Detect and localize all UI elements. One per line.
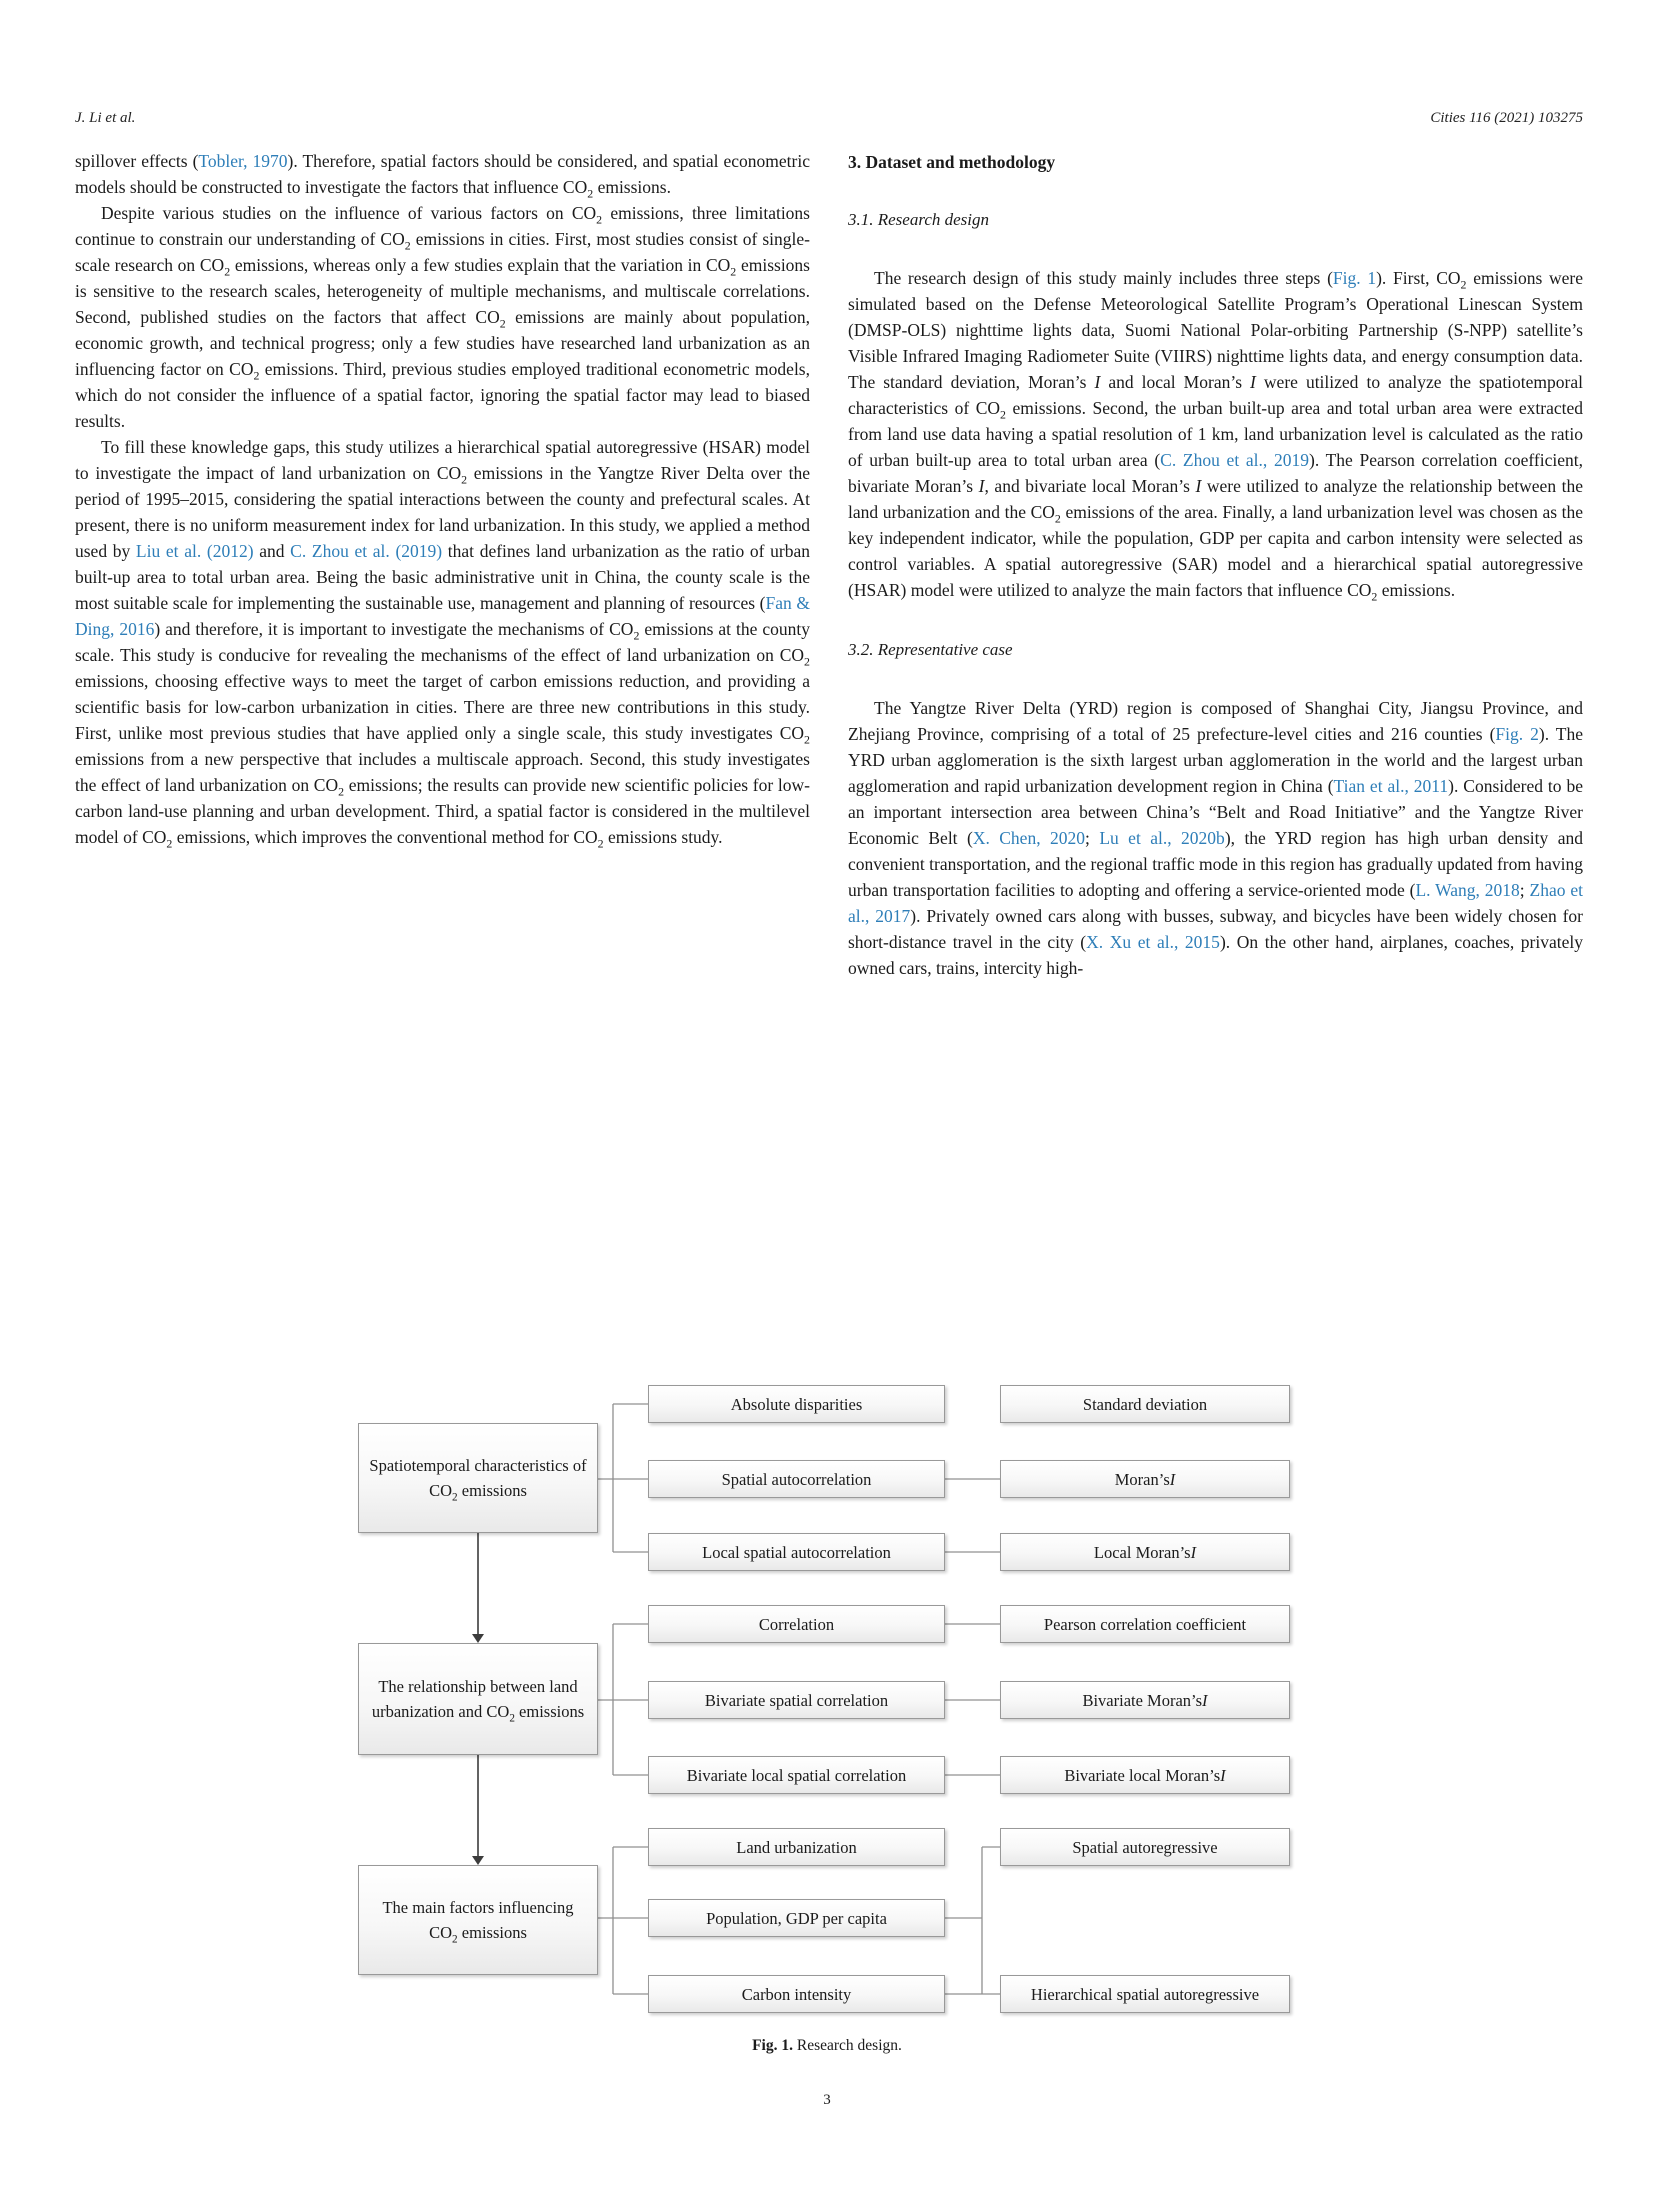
flow-box-bivariate-spatial-correlation: Bivariate spatial correlation <box>648 1681 945 1719</box>
page-header <box>75 110 1583 127</box>
flow-box-bivariate-local-morans-i: Bivariate local Moran’s I <box>1000 1756 1290 1794</box>
subsection-heading-representative-case: 3.2. Representative case <box>848 640 1013 659</box>
flow-box-hierarchical-spatial-autoregressive: Hierarchical spatial autoregressive <box>1000 1975 1290 2013</box>
body-columns <box>75 148 1583 981</box>
paragraph: To fill these knowledge gaps, this study utilizes a hierarchical spatial autoregressive (HSAR) model to investigate the impact of land urbanization on $CO_2$ emissions in the Yangtze River Delta over the period of 1995–2015, considering the spatial interactions between the county and prefectural scales. At present, there is no uniform measurement index for land urbanization. In this study, we applied a method used by Liu et al. (2012) and C. Zhou et al. (2019) that defines land urbanization as the ratio of urban built-up area to total urban area. Being the basic administrative unit in China, the county scale is the most suitable scale for implementing the sustainable use, management and planning of resources (Fan & Ding, 2016) and therefore, it is important to investigate the mechanisms of $CO_2$ emissions at the county scale. This study is conducive for revealing the mechanisms of the effect of land urbanization on $CO_2$ emissions, choosing effective ways to meet the target of carbon emissions reduction, and providing a scientific basis for low-carbon urbanization in cities. There are three new contributions in this study. First, unlike most previous studies that have applied only a single scale, this study investigates $CO_2$ emissions from a new perspective that includes a multiscale approach. Second, this study investigates the effect of land urbanization on $CO_2$ emissions; the results can provide new scientific policies for low-carbon land-use planning and urban development. Third, a spatial factor is considered in the multilevel model of $CO_2$ emissions, which improves the conventional method for $CO_2$ emissions study. <box>75 437 810 851</box>
citation-link[interactable]: Tian et al., 2011 <box>1333 776 1449 796</box>
right-column <box>848 148 1583 981</box>
flow-box-standard-deviation: Standard deviation <box>1000 1385 1290 1423</box>
figure-caption-label: Fig. 1. <box>752 2037 793 2054</box>
flow-box-pearson-correlation-coefficient: Pearson correlation coefficient <box>1000 1605 1290 1643</box>
flow-box-spatial-autocorrelation: Spatial autocorrelation <box>648 1460 945 1498</box>
flow-box-spatiotemporal-characteristics: Spatiotemporal characteristics of $CO_2$ emissions <box>358 1423 598 1533</box>
paragraph: The Yangtze River Delta (YRD) region is composed of Shanghai City, Jiangsu Province, and Zhejiang Province, comprising of a total of 25 prefecture-level cities and 216 counties (Fig. 2). The YRD urban agglomeration is the sixth largest urban agglomeration in the world and the largest urban agglomeration and rapid urbanization development region in China (Tian et al., 2011). Considered to be an important intersection area between China’s “Belt and Road Initiative” and the Yangtze River Economic Belt (X. Chen, 2020; Lu et al., 2020b), the YRD region has high urban density and convenient transportation, and the regional traffic mode in this region has gradually updated from having urban transportation facilities to adopting and offering a service-oriented mode (L. Wang, 2018; Zhao et al., 2017). Privately owned cars along with busses, subway, and bicycles have been widely chosen for short-distance travel in the city (X. Xu et al., 2015). On the other hand, airplanes, coaches, privately owned cars, trains, intercity high- <box>848 698 1584 978</box>
paragraph: Despite various studies on the influence of various factors on $CO_2$ emissions, three limitations continue to constrain our understanding of $CO_2$ emissions in cities. First, most studies consist of single-scale research on $CO_2$ emissions, whereas only a few studies explain that the variation in $CO_2$ emissions is sensitive to the research scales, heterogeneity of multiple mechanisms, and multiscale correlations. Second, published studies on the factors that affect $CO_2$ emissions are mainly about population, economic growth, and technical progress; only a few studies have researched land urbanization as an influencing factor on $CO_2$ emissions. Third, previous studies employed traditional econometric models, which do not consider the influence of a spatial factor, ignoring the spatial factor may lead to biased results. <box>75 203 811 431</box>
journal-reference: Cities 116 (2021) 103275 <box>1430 110 1583 126</box>
page-number: 3 <box>823 2092 831 2108</box>
citation-link[interactable]: Fan & Ding, 2016 <box>75 593 810 639</box>
section-heading: 3. Dataset and methodology <box>848 152 1056 172</box>
citation-link[interactable]: Lu et al., 2020b <box>1099 828 1225 848</box>
citation-link[interactable]: Fig. 1 <box>1332 268 1377 288</box>
citation-link[interactable]: X. Xu et al., 2015 <box>1086 932 1220 952</box>
flow-box-population-gdp: Population, GDP per capita <box>648 1899 945 1937</box>
figure-1-research-design <box>358 1385 1290 2017</box>
citation-link[interactable]: Zhao et al., 2017 <box>848 880 1583 926</box>
left-column <box>75 148 810 981</box>
figure-caption-text: Research design. <box>793 2037 902 2054</box>
flow-box-correlation: Correlation <box>648 1605 945 1643</box>
flow-box-bivariate-morans-i: Bivariate Moran’s I <box>1000 1681 1290 1719</box>
flow-box-carbon-intensity: Carbon intensity <box>648 1975 945 2013</box>
paragraph: spillover effects (Tobler, 1970). Therefore, spatial factors should be considered, and spatial econometric models should be constructed to investigate the factors that influence $CO_2$ emissions. <box>75 151 811 201</box>
citation-link[interactable]: Tobler, 1970 <box>198 151 288 171</box>
flow-box-land-urbanization: Land urbanization <box>648 1828 945 1866</box>
flow-box-bivariate-local-spatial-correlation: Bivariate local spatial correlation <box>648 1756 945 1794</box>
citation-link[interactable]: L. Wang, 2018 <box>1415 880 1520 900</box>
subsection-heading-research-design: 3.1. Research design <box>848 210 990 229</box>
running-author: J. Li et al. <box>75 110 136 126</box>
flow-box-spatial-autoregressive: Spatial autoregressive <box>1000 1828 1290 1866</box>
citation-link[interactable]: C. Zhou et al., 2019 <box>1160 450 1309 470</box>
paragraph: The research design of this study mainly includes three steps (Fig. 1). First, $CO_2$ emissions were simulated based on the Defense Meteorological Satellite Program’s Operational Linescan System (DMSP-OLS) nighttime lights data, Suomi National Polar-orbiting Partnership (S-NPP) satellite’s Visible Infrared Imaging Radiometer Suite (VIIRS) nighttime lights data, and energy consumption data. The standard deviation, Moran’s I and local Moran’s I were utilized to analyze the spatiotemporal characteristics of $CO_2$ emissions. Second, the urban built-up area and total urban area were extracted from land use data having a spatial resolution of 1 km, land urbanization level is calculated as the ratio of urban built-up area to total urban area (C. Zhou et al., 2019). The Pearson correlation coefficient, bivariate Moran’s I, and bivariate local Moran’s I were utilized to analyze the relationship between the land urbanization and the $CO_2$ emissions of the area. Finally, a land urbanization level was chosen as the key independent indicator, while the population, GDP per capita and carbon intensity were selected as control variables. A spatial autoregressive (SAR) model and a hierarchical spatial autoregressive (HSAR) model were utilized to analyze the main factors that influence $CO_2$ emissions. <box>848 268 1584 604</box>
flow-box-morans-i: Moran’s I <box>1000 1460 1290 1498</box>
citation-link[interactable]: X. Chen, 2020 <box>972 828 1086 848</box>
flow-box-main-factors: The main factors influencing $CO_2$ emissions <box>358 1865 598 1975</box>
flow-box-local-morans-i: Local Moran’s I <box>1000 1533 1290 1571</box>
flow-box-local-spatial-autocorrelation: Local spatial autocorrelation <box>648 1533 945 1571</box>
citation-link[interactable]: Fig. 2 <box>1495 724 1539 744</box>
citation-link[interactable]: Liu et al. (2012) <box>135 541 254 561</box>
flow-box-relationship-land-urbanization: The relationship between land urbanization and $CO_2$ emissions <box>358 1643 598 1755</box>
figure-caption <box>0 2037 1654 2055</box>
flow-box-absolute-disparities: Absolute disparities <box>648 1385 945 1423</box>
citation-link[interactable]: C. Zhou et al. (2019) <box>290 541 443 561</box>
